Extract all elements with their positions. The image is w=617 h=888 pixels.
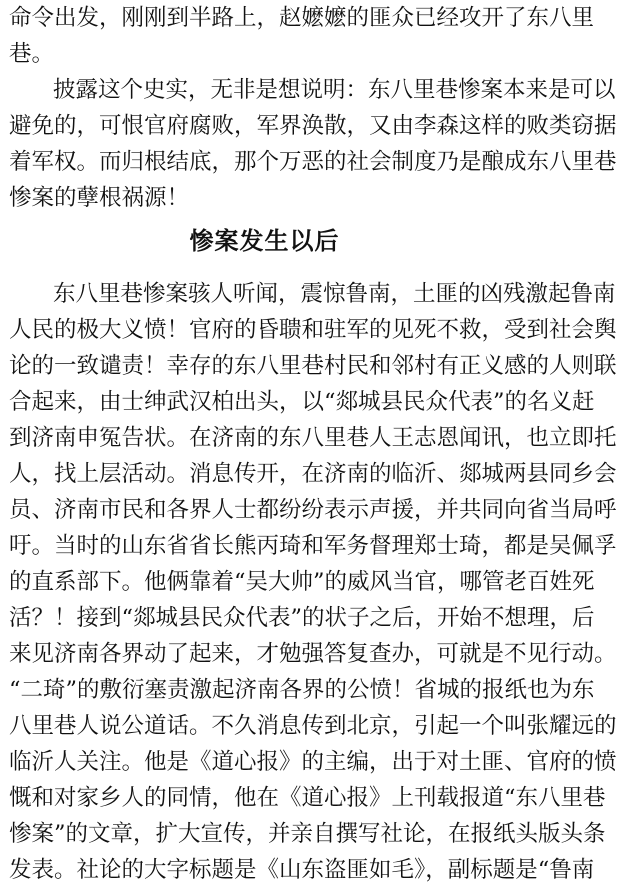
text-line: 命令出发，刚刚到半路上，赵嬷嬷的匪众已经攻开了东八里 [9, 5, 595, 31]
text-line: 慨和对家乡人的同情，他在《道心报》上刊载报道“东八里巷 [9, 785, 606, 811]
text-line: 活？！接到“郯城县民众代表”的状子之后，开始不想理，后 [9, 605, 595, 631]
text-line: 惨案的孽根祸源！ [9, 185, 190, 211]
paragraph-first-line: 东八里巷惨案骇人听闻，震惊鲁南，土匪的凶残激起鲁南 [53, 281, 616, 307]
text-line: 临沂人关注。他是《道心报》的主编，出于对土匪、官府的愤 [9, 749, 617, 775]
text-line: “二琦”的敷衍塞责激起济南各界的公愤！省城的报纸也为东 [9, 677, 595, 703]
text-line: 员、济南市民和各界人士都纷纷表示声援，并共同向省当局呼 [9, 497, 617, 523]
text-line: 发表。社论的大字标题是《山东盗匪如毛》，副标题是“鲁南 [9, 857, 595, 883]
text-line: 着军权。而归根结底，那个万恶的社会制度乃是酿成东八里巷 [9, 149, 617, 175]
text-line: 的直系部下。他俩靠着“吴大帅”的威风当官，哪管老百姓死 [9, 569, 595, 595]
paragraph-first-line: 披露这个史实，无非是想说明：东八里巷惨案本来是可以 [53, 77, 616, 103]
text-line: 巷。 [9, 41, 55, 67]
text-line: 八里巷人说公道话。不久消息传到北京，引起一个叫张耀远的 [9, 713, 617, 739]
text-line: 合起来，由士绅武汉柏出头，以“郯城县民众代表”的名义赶 [9, 389, 595, 415]
text-line: 论的一致谴责！幸存的东八里巷村民和邻村有正义感的人则联 [9, 353, 617, 379]
section-heading: 惨案发生以后 [189, 227, 340, 255]
text-line: 避免的，可恨官府腐败，军界涣散，又由李森这样的败类窃据 [9, 113, 617, 139]
text-line: 人民的极大义愤！官府的昏聩和驻军的见死不救，受到社会舆 [9, 317, 617, 343]
text-line: 吁。当时的山东省省长熊丙琦和军务督理郑士琦，都是吴佩孚 [9, 533, 617, 559]
text-line: 来见济南各界动了起来，才勉强答复查办，可就是不见行动。 [9, 641, 617, 667]
text-line: 人，找上层活动。消息传开，在济南的临沂、郯城两县同乡会 [9, 461, 617, 487]
text-line: 惨案”的文章，扩大宣传，并亲自撰写社论，在报纸头版头条 [9, 821, 606, 847]
text-line: 到济南申冤告状。在济南的东八里巷人王志恩闻讯，也立即托 [9, 425, 617, 451]
